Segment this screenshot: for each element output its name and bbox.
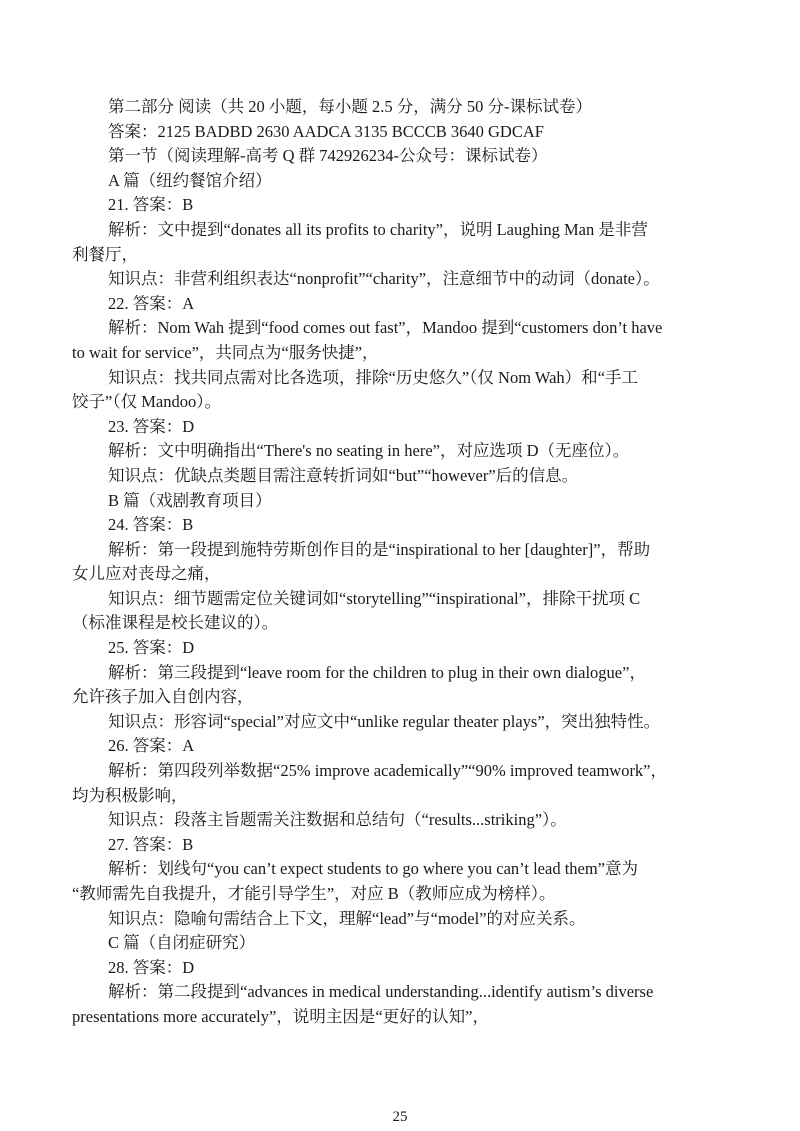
- question-28-analysis: 解析：第二段提到“advances in medical understanding...identify autism’s diverse: [108, 982, 654, 1002]
- question-21-analysis-cont: 利餐厅，: [72, 244, 138, 264]
- question-25-answer: 25. 答案：D: [108, 638, 195, 658]
- question-23-analysis: 解析：文中明确指出“There's no seating in here”，对应选项 D（无座位）。: [108, 441, 630, 461]
- question-23-answer: 23. 答案：D: [108, 416, 195, 436]
- question-27-answer: 27. 答案：B: [108, 834, 194, 854]
- question-25-analysis: 解析：第三段提到“leave room for the children to plug in their own dialogue”，: [108, 662, 646, 682]
- section-heading: 第二部分 阅读（共 20 小题，每小题 2.5 分，满分 50 分-课标试卷）: [108, 97, 592, 116]
- question-28-answer: 28. 答案：D: [108, 957, 195, 977]
- question-24-answer: 24. 答案：B: [108, 515, 194, 535]
- question-27-knowledge: 知识点：隐喻句需结合上下文，理解“lead”与“model”的对应关系。: [108, 908, 586, 928]
- question-21-knowledge: 知识点：非营利组织表达“nonprofit”“charity”，注意细节中的动词（donate）。: [108, 269, 660, 289]
- question-26-analysis-cont: 均为积极影响，: [72, 785, 188, 805]
- question-27-analysis: 解析：划线句“you can’t expect students to go where you can’t lead them”意为: [108, 859, 639, 879]
- question-22-answer: 22. 答案：A: [108, 293, 195, 313]
- answer-key: 答案：2125 BADBD 2630 AADCA 3135 BCCCB 3640 GDCAF: [108, 121, 544, 141]
- question-22-knowledge: 知识点：找共同点需对比各选项，排除“历史悠久”（仅 Nom Wah）和“手工: [108, 367, 638, 387]
- question-24-analysis-cont: 女儿应对丧母之痛，: [72, 564, 221, 584]
- question-22-analysis: 解析：Nom Wah 提到“food comes out fast”，Mandoo 提到“customers don’t have: [108, 318, 663, 338]
- answer-explanations: [72, 95, 734, 1030]
- question-23-knowledge: 知识点：优缺点类题目需注意转折词如“but”“however”后的信息。: [108, 465, 579, 485]
- question-24-knowledge: 知识点：细节题需定位关键词如“storytelling”“inspirational”，排除干扰项 C: [108, 588, 641, 608]
- question-24-knowledge-cont: （标准课程是校长建议的）。: [72, 613, 279, 633]
- question-26-answer: 26. 答案：A: [108, 736, 195, 756]
- question-28-analysis-cont: presentations more accurately”，说明主因是“更好的认知”，: [72, 1006, 489, 1026]
- passage-heading-a: A 篇（纽约餐馆介绍）: [108, 170, 272, 190]
- question-25-analysis-cont: 允许孩子加入自创内容，: [72, 687, 254, 707]
- passage-heading-b: B 篇（戏剧教育项目）: [108, 490, 272, 510]
- passage-heading-c: C 篇（自闭症研究）: [108, 933, 256, 953]
- question-27-analysis-cont: “教师需先自我提升，才能引导学生”，对应 B（教师应成为榜样）。: [72, 884, 556, 903]
- page-number: 25: [392, 1109, 408, 1125]
- question-26-knowledge: 知识点：段落主旨题需关注数据和总结句（“results...striking”）。: [108, 810, 567, 830]
- question-21-analysis: 解析：文中提到“donates all its profits to charity”，说明 Laughing Man 是非营: [108, 219, 648, 239]
- question-22-analysis-cont: to wait for service”，共同点为“服务快捷”，: [72, 342, 379, 362]
- question-22-knowledge-cont: 饺子”（仅 Mandoo）。: [72, 392, 221, 412]
- question-21-answer: 21. 答案：B: [108, 195, 194, 215]
- question-24-analysis: 解析：第一段提到施特劳斯创作目的是“inspirational to her [daughter]”，帮助: [108, 539, 651, 559]
- question-25-knowledge: 知识点：形容词“special”对应文中“unlike regular theater plays”，突出独特性。: [108, 711, 661, 731]
- subsection-heading: 第一节（阅读理解-高考 Q 群 742926234-公众号：课标试卷）: [108, 146, 548, 166]
- question-26-analysis: 解析：第四段列举数据“25% improve academically”“90% improved teamwork”，: [108, 761, 668, 781]
